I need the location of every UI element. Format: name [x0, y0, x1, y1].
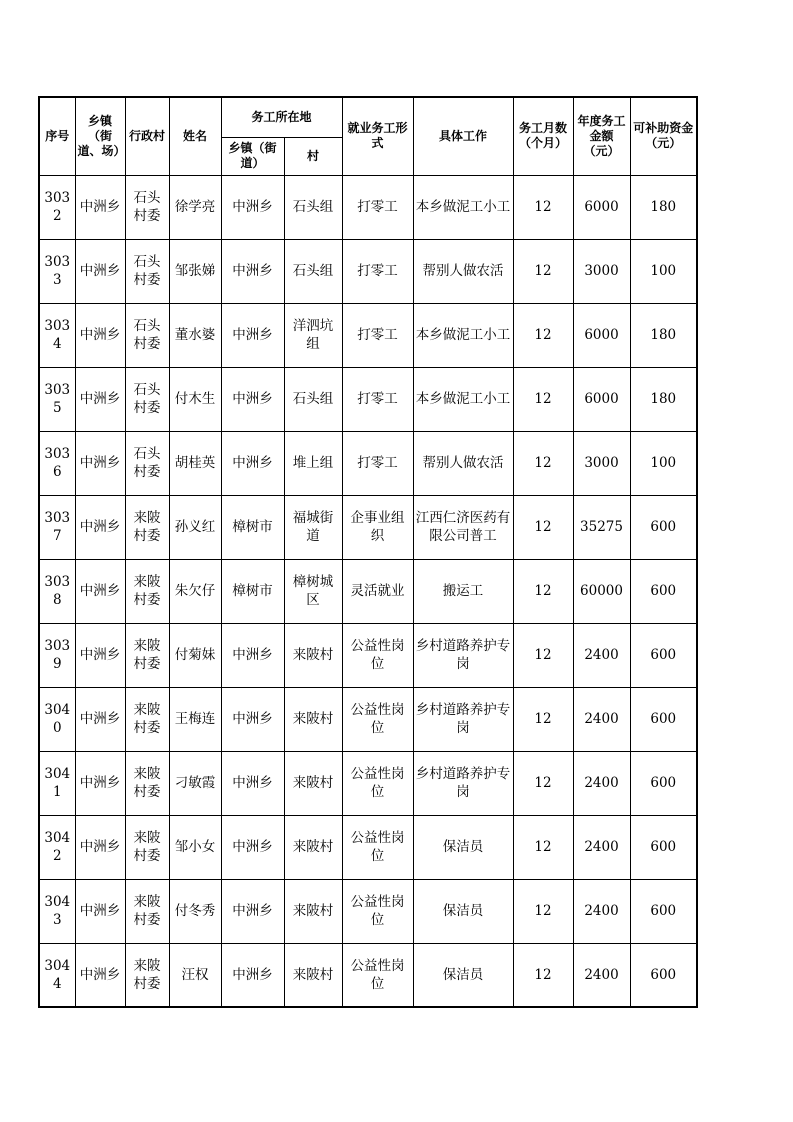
- cell-amount: 2400: [573, 751, 630, 815]
- cell-work-village: 福城街道: [284, 495, 342, 559]
- cell-township: 中洲乡: [75, 495, 125, 559]
- cell-work-township: 樟树市: [221, 559, 284, 623]
- cell-employment-type: 公益性岗位: [342, 943, 413, 1007]
- cell-village: 来陂村委: [125, 879, 169, 943]
- cell-subsidy: 180: [630, 175, 697, 239]
- cell-subsidy: 600: [630, 751, 697, 815]
- cell-name: 付冬秀: [169, 879, 221, 943]
- cell-work-village: 石头组: [284, 367, 342, 431]
- cell-village: 来陂村委: [125, 687, 169, 751]
- cell-name: 邹小女: [169, 815, 221, 879]
- cell-employment-type: 打零工: [342, 239, 413, 303]
- cell-subsidy: 600: [630, 687, 697, 751]
- cell-job: 本乡做泥工小工: [413, 303, 513, 367]
- cell-employment-type: 打零工: [342, 303, 413, 367]
- cell-seq: 3042: [39, 815, 75, 879]
- cell-seq: 3041: [39, 751, 75, 815]
- cell-village: 来陂村委: [125, 623, 169, 687]
- table-row: [39, 815, 697, 879]
- cell-subsidy: 180: [630, 367, 697, 431]
- cell-work-township: 中洲乡: [221, 239, 284, 303]
- cell-months: 12: [513, 943, 573, 1007]
- table-row: [39, 175, 697, 239]
- cell-township: 中洲乡: [75, 751, 125, 815]
- cell-subsidy: 600: [630, 623, 697, 687]
- cell-work-township: 中洲乡: [221, 815, 284, 879]
- cell-subsidy: 600: [630, 879, 697, 943]
- cell-township: 中洲乡: [75, 815, 125, 879]
- cell-months: 12: [513, 303, 573, 367]
- cell-township: 中洲乡: [75, 879, 125, 943]
- cell-township: 中洲乡: [75, 431, 125, 495]
- cell-seq: 3040: [39, 687, 75, 751]
- cell-work-village: 洋泗坑组: [284, 303, 342, 367]
- cell-name: 孙义红: [169, 495, 221, 559]
- table-row: [39, 879, 697, 943]
- header-village: 行政村: [125, 97, 169, 175]
- table-row: [39, 367, 697, 431]
- cell-job: 保洁员: [413, 815, 513, 879]
- header-work-township: 乡镇（街道）: [221, 137, 284, 175]
- cell-job: 保洁员: [413, 943, 513, 1007]
- cell-work-township: 中洲乡: [221, 431, 284, 495]
- cell-seq: 3032: [39, 175, 75, 239]
- cell-work-township: 中洲乡: [221, 367, 284, 431]
- header-months: 务工月数（个月）: [513, 97, 573, 175]
- cell-months: 12: [513, 751, 573, 815]
- cell-employment-type: 打零工: [342, 175, 413, 239]
- cell-village: 来陂村委: [125, 559, 169, 623]
- cell-seq: 3038: [39, 559, 75, 623]
- cell-months: 12: [513, 367, 573, 431]
- header-work-village: 村: [284, 137, 342, 175]
- cell-village: 石头村委: [125, 431, 169, 495]
- cell-amount: 2400: [573, 623, 630, 687]
- header-job: 具体工作: [413, 97, 513, 175]
- cell-village: 来陂村委: [125, 751, 169, 815]
- header-subsidy: 可补助资金（元）: [630, 97, 697, 175]
- table-row: [39, 687, 697, 751]
- cell-employment-type: 公益性岗位: [342, 879, 413, 943]
- cell-subsidy: 180: [630, 303, 697, 367]
- cell-employment-type: 公益性岗位: [342, 815, 413, 879]
- roster-body: [39, 175, 697, 1007]
- cell-name: 邹张娣: [169, 239, 221, 303]
- cell-months: 12: [513, 815, 573, 879]
- cell-name: 刁敏霞: [169, 751, 221, 815]
- cell-amount: 35275: [573, 495, 630, 559]
- table-row: [39, 495, 697, 559]
- cell-job: 保洁员: [413, 879, 513, 943]
- cell-subsidy: 100: [630, 431, 697, 495]
- header-annual-amount: 年度务工金额（元）: [573, 97, 630, 175]
- table-row: [39, 303, 697, 367]
- cell-employment-type: 公益性岗位: [342, 687, 413, 751]
- header-work-location: 务工所在地: [221, 97, 342, 137]
- cell-name: 王梅连: [169, 687, 221, 751]
- cell-job: 乡村道路养护专岗: [413, 687, 513, 751]
- cell-work-village: 来陂村: [284, 687, 342, 751]
- cell-work-township: 中洲乡: [221, 687, 284, 751]
- cell-amount: 6000: [573, 303, 630, 367]
- cell-amount: 2400: [573, 687, 630, 751]
- cell-employment-type: 公益性岗位: [342, 623, 413, 687]
- cell-work-township: 中洲乡: [221, 879, 284, 943]
- cell-village: 石头村委: [125, 175, 169, 239]
- cell-subsidy: 100: [630, 239, 697, 303]
- cell-job: 本乡做泥工小工: [413, 175, 513, 239]
- cell-work-village: 堆上组: [284, 431, 342, 495]
- cell-name: 付菊妹: [169, 623, 221, 687]
- cell-work-village: 来陂村: [284, 879, 342, 943]
- cell-village: 石头村委: [125, 367, 169, 431]
- cell-township: 中洲乡: [75, 943, 125, 1007]
- cell-employment-type: 打零工: [342, 367, 413, 431]
- cell-township: 中洲乡: [75, 367, 125, 431]
- cell-seq: 3037: [39, 495, 75, 559]
- cell-work-township: 中洲乡: [221, 175, 284, 239]
- cell-name: 胡桂英: [169, 431, 221, 495]
- cell-name: 汪权: [169, 943, 221, 1007]
- cell-village: 来陂村委: [125, 943, 169, 1007]
- cell-subsidy: 600: [630, 943, 697, 1007]
- cell-township: 中洲乡: [75, 175, 125, 239]
- table-row: [39, 559, 697, 623]
- table-row: [39, 623, 697, 687]
- cell-seq: 3035: [39, 367, 75, 431]
- employment-roster-table: [38, 96, 698, 1008]
- cell-seq: 3036: [39, 431, 75, 495]
- cell-months: 12: [513, 623, 573, 687]
- cell-months: 12: [513, 431, 573, 495]
- cell-subsidy: 600: [630, 559, 697, 623]
- header-township: 乡镇（街道、场）: [75, 97, 125, 175]
- cell-seq: 3034: [39, 303, 75, 367]
- cell-name: 付木生: [169, 367, 221, 431]
- cell-subsidy: 600: [630, 495, 697, 559]
- cell-village: 来陂村委: [125, 815, 169, 879]
- cell-township: 中洲乡: [75, 239, 125, 303]
- cell-job: 搬运工: [413, 559, 513, 623]
- cell-work-township: 中洲乡: [221, 943, 284, 1007]
- table-row: [39, 943, 697, 1007]
- cell-work-village: 来陂村: [284, 815, 342, 879]
- cell-amount: 60000: [573, 559, 630, 623]
- cell-township: 中洲乡: [75, 687, 125, 751]
- header-employment-type: 就业务工形式: [342, 97, 413, 175]
- cell-name: 徐学亮: [169, 175, 221, 239]
- cell-seq: 3039: [39, 623, 75, 687]
- cell-months: 12: [513, 175, 573, 239]
- cell-village: 来陂村委: [125, 495, 169, 559]
- cell-amount: 3000: [573, 239, 630, 303]
- cell-seq: 3033: [39, 239, 75, 303]
- cell-village: 石头村委: [125, 239, 169, 303]
- cell-amount: 2400: [573, 879, 630, 943]
- cell-subsidy: 600: [630, 815, 697, 879]
- cell-name: 董水婆: [169, 303, 221, 367]
- cell-months: 12: [513, 239, 573, 303]
- cell-amount: 2400: [573, 943, 630, 1007]
- cell-work-township: 中洲乡: [221, 623, 284, 687]
- cell-work-village: 来陂村: [284, 623, 342, 687]
- cell-work-village: 樟树城区: [284, 559, 342, 623]
- header-seq: 序号: [39, 97, 75, 175]
- cell-job: 帮别人做农活: [413, 239, 513, 303]
- table-row: [39, 431, 697, 495]
- cell-months: 12: [513, 559, 573, 623]
- cell-township: 中洲乡: [75, 303, 125, 367]
- cell-amount: 6000: [573, 367, 630, 431]
- table-row: [39, 239, 697, 303]
- cell-employment-type: 打零工: [342, 431, 413, 495]
- cell-employment-type: 公益性岗位: [342, 751, 413, 815]
- cell-seq: 3043: [39, 879, 75, 943]
- cell-employment-type: 灵活就业: [342, 559, 413, 623]
- cell-village: 石头村委: [125, 303, 169, 367]
- table-row: [39, 751, 697, 815]
- cell-work-township: 樟树市: [221, 495, 284, 559]
- cell-job: 江西仁济医药有限公司普工: [413, 495, 513, 559]
- cell-name: 朱欠仔: [169, 559, 221, 623]
- cell-job: 帮别人做农活: [413, 431, 513, 495]
- cell-employment-type: 企事业组织: [342, 495, 413, 559]
- cell-amount: 3000: [573, 431, 630, 495]
- cell-work-township: 中洲乡: [221, 303, 284, 367]
- header-name: 姓名: [169, 97, 221, 175]
- cell-work-village: 来陂村: [284, 943, 342, 1007]
- cell-months: 12: [513, 687, 573, 751]
- cell-job: 乡村道路养护专岗: [413, 623, 513, 687]
- cell-amount: 6000: [573, 175, 630, 239]
- cell-job: 本乡做泥工小工: [413, 367, 513, 431]
- cell-months: 12: [513, 495, 573, 559]
- cell-work-village: 石头组: [284, 175, 342, 239]
- cell-work-village: 来陂村: [284, 751, 342, 815]
- cell-amount: 2400: [573, 815, 630, 879]
- cell-township: 中洲乡: [75, 623, 125, 687]
- cell-work-township: 中洲乡: [221, 751, 284, 815]
- cell-township: 中洲乡: [75, 559, 125, 623]
- cell-months: 12: [513, 879, 573, 943]
- cell-seq: 3044: [39, 943, 75, 1007]
- cell-job: 乡村道路养护专岗: [413, 751, 513, 815]
- cell-work-village: 石头组: [284, 239, 342, 303]
